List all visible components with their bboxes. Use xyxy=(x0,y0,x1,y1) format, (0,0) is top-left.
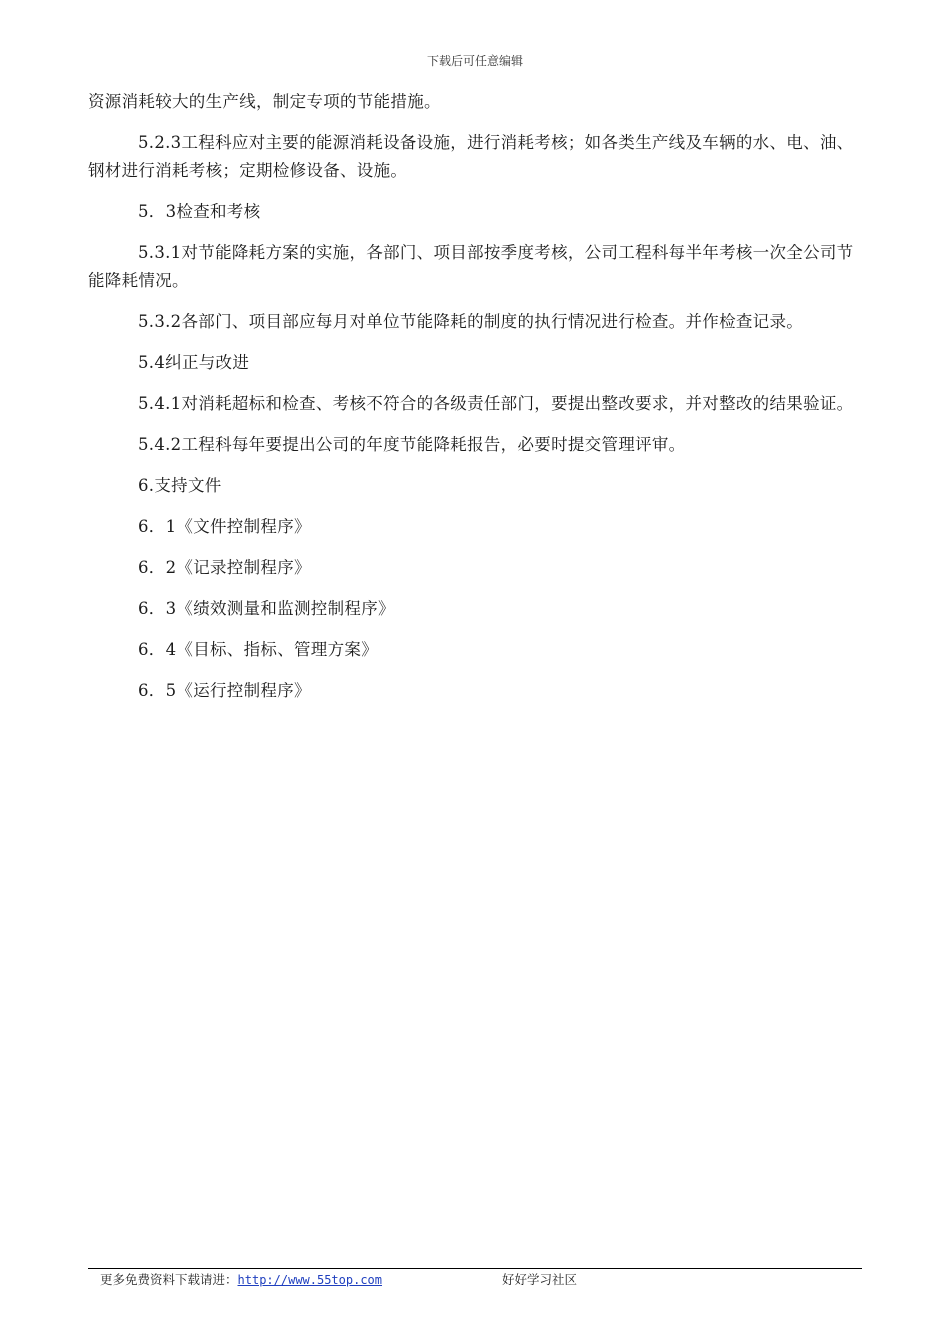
page-footer xyxy=(100,1270,860,1288)
section-heading-6: 6.支持文件 xyxy=(138,476,222,495)
paragraph-4: 5.3.2各部门、项目部应每月对单位节能降耗的制度的执行情况进行检查。并作检查记录。 xyxy=(138,312,804,331)
footer-prefix: 更多免费资料下载请进： xyxy=(100,1272,238,1287)
paragraph-3: 5.3.1对节能降耗方案的实施，各部门、项目部按季度考核，公司工程科每半年考核一次全公司节能降耗情况。 xyxy=(88,243,854,290)
page-header: 下载后可任意编辑 xyxy=(426,54,523,68)
footer-community: 好好学习社区 xyxy=(502,1272,578,1287)
footer-divider xyxy=(88,1268,862,1269)
document-body xyxy=(88,88,864,718)
paragraph-0: 资源消耗较大的生产线，制定专项的节能措施。 xyxy=(88,92,441,111)
footer-link[interactable]: http://www.55top.com xyxy=(237,1273,383,1287)
paragraph-6: 5.4.1对消耗超标和检查、考核不符合的各级责任部门，要提出整改要求，并对整改的结果验证。 xyxy=(138,394,854,413)
supporting-doc-3: 6．3《绩效测量和监测控制程序》 xyxy=(138,599,395,618)
supporting-doc-4: 6．4《目标、指标、管理方案》 xyxy=(138,640,378,659)
supporting-doc-2: 6．2《记录控制程序》 xyxy=(138,558,311,577)
paragraph-1: 5.2.3工程科应对主要的能源消耗设备设施，进行消耗考核；如各类生产线及车辆的水、电、油、钢材进行消耗考核；定期检修设备、设施。 xyxy=(88,133,854,180)
supporting-doc-1: 6．1《文件控制程序》 xyxy=(138,517,311,536)
section-heading-5-4: 5.4纠正与改进 xyxy=(138,353,250,372)
section-heading-5-3: 5．3检查和考核 xyxy=(138,202,261,221)
paragraph-7: 5.4.2工程科每年要提出公司的年度节能降耗报告，必要时提交管理评审。 xyxy=(138,435,686,454)
supporting-doc-5: 6．5《运行控制程序》 xyxy=(138,681,311,700)
